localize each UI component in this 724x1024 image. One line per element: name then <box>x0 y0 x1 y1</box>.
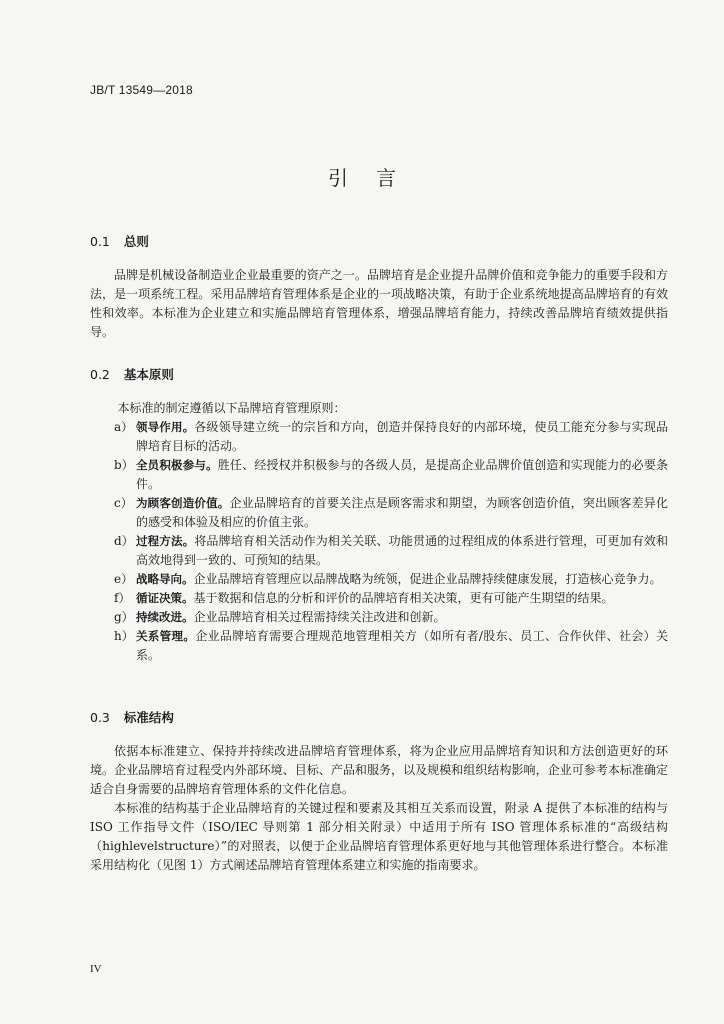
list-item <box>114 570 668 589</box>
item-text: 企业品牌培育需要合理规范地管理相关方（如所有者/股东、员工、合作伙伴、社会）关系。 <box>136 629 669 662</box>
section-number: 0.1 <box>90 234 110 249</box>
item-mark: d） <box>114 534 134 548</box>
item-mark: a） <box>114 420 134 434</box>
item-text: 企业品牌培育的首要关注点是顾客需求和期望，为顾客创造价值，突出顾客差异化的感受和体验及相应的价值主张。 <box>136 496 668 529</box>
section-title: 总则 <box>123 234 149 249</box>
section-heading-0-2 <box>90 365 174 383</box>
list-intro: 本标准的制定遵循以下品牌培育管理原则： <box>117 401 346 415</box>
list-item <box>114 532 668 570</box>
list-item <box>114 608 668 627</box>
section-title: 基本原则 <box>123 367 174 382</box>
item-keyword: 循证决策。 <box>136 591 194 605</box>
page-title: 引言 <box>328 166 424 190</box>
item-text: 企业品牌培育相关过程需持续关注改进和创新。 <box>193 610 446 624</box>
item-mark: f） <box>114 591 131 605</box>
paragraph: 品牌是机械设备制造业企业最重要的资产之一。品牌培育是企业提升品牌价值和竞争能力的重要手段和方法，是一项系统工程。采用品牌培育管理体系是企业的一项战略决策，有助于企业系统地提高品牌培育的有效性和效率。本标准为企业建立和实施品牌培育管理体系，增强品牌培育能力，持续改善品牌培育绩效提供指导。 <box>90 268 668 339</box>
list-item <box>114 589 668 608</box>
section-heading-0-3 <box>90 708 174 726</box>
section-3-body <box>90 742 668 875</box>
item-keyword: 战略导向。 <box>136 572 194 586</box>
item-mark: c） <box>114 496 133 510</box>
item-text: 各级领导建立统一的宗旨和方向，创造并保持良好的内部环境，使员工能充分参与实现品牌培育目标的活动。 <box>136 420 668 453</box>
section-number: 0.3 <box>90 710 110 725</box>
list-item <box>114 494 668 532</box>
item-keyword: 关系管理。 <box>136 629 196 643</box>
section-number: 0.2 <box>90 367 110 382</box>
paragraph: 依据本标准建立、保持并持续改进品牌培育管理体系，将为企业应用品牌培育知识和方法创造更好的环境。企业品牌培育过程受内外部环境、目标、产品和服务，以及规模和组织结构影响，企业可参考本标准确定适合自身需要的品牌培育管理体系的文件化信息。 <box>90 744 668 796</box>
item-text: 将品牌培育相关活动作为相关关联、功能贯通的过程组成的体系进行管理，可更加有效和高效地得到一致的、可预知的结果。 <box>136 534 668 567</box>
item-keyword: 持续改进。 <box>136 610 194 624</box>
item-keyword: 为顾客创造价值。 <box>136 496 230 510</box>
item-text: 企业品牌培育管理应以品牌战略为统领，促进企业品牌持续健康发展，打造核心竞争力。 <box>193 572 662 586</box>
list-item <box>114 456 668 494</box>
document-id: JB/T 13549—2018 <box>90 83 193 97</box>
principles-list <box>114 399 669 665</box>
section-title: 标准结构 <box>123 710 174 725</box>
item-mark: b） <box>114 458 134 472</box>
item-keyword: 过程方法。 <box>136 534 195 548</box>
item-mark: h） <box>114 629 134 643</box>
paragraph: 本标准的结构基于企业品牌培育的关键过程和要素及其相互关系而设置，附录 A 提供了本标准的结构与 ISO 工作指导文件（ISO/IEC 导则第 1 部分相关附录）中适用于所有 ISO 管理体系标准的“高级结构（highlevelstructure）”的对照表，以便于企业品牌培育管理体系更好地与其他管理体系进行整合。本标准采用结构化（见图 1）方式阐述品牌培育管理体系建立和实施的指南要求。 <box>90 801 668 872</box>
list-item <box>114 418 668 456</box>
item-mark: g） <box>114 610 134 624</box>
item-keyword: 全员积极参与。 <box>136 458 218 472</box>
section-heading-0-1 <box>90 232 149 250</box>
page-number: IV <box>90 963 102 975</box>
item-keyword: 领导作用。 <box>136 420 195 434</box>
list-item <box>114 627 669 665</box>
item-mark: e） <box>114 572 134 586</box>
item-text: 胜任、经授权并积极参与的各级人员，是提高企业品牌价值创造和实现能力的必要条件。 <box>136 458 668 491</box>
section-1-body <box>90 266 668 342</box>
item-text: 基于数据和信息的分析和评价的品牌培育相关决策，更有可能产生期望的结果。 <box>193 591 614 605</box>
